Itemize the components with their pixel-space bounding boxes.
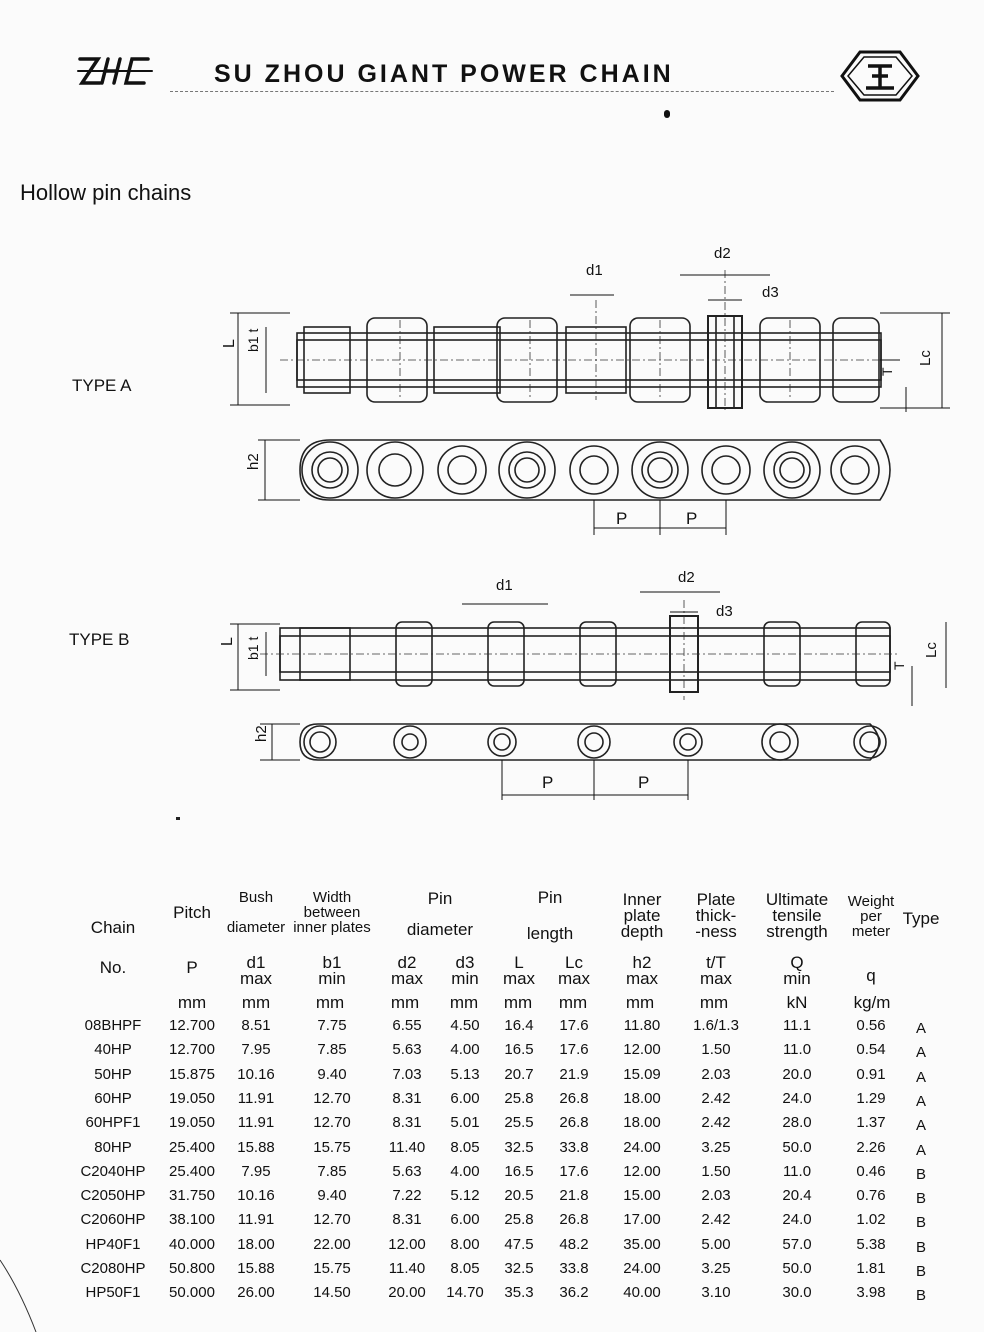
- cell-width-b1: 9.40: [317, 1187, 347, 1205]
- cell-thickness: 2.42: [701, 1211, 731, 1229]
- cell-chain-no: HP40F1: [85, 1235, 141, 1253]
- cell-pin-d3: 5.13: [450, 1065, 480, 1083]
- cell-type: B: [915, 1238, 927, 1256]
- dim-P1: P: [616, 509, 628, 528]
- cell-pitch: 31.750: [169, 1187, 215, 1205]
- cell-pin-L: 25.5: [504, 1114, 534, 1132]
- cell-plate-h2: 18.00: [623, 1089, 661, 1107]
- section-title: Hollow pin chains: [20, 180, 192, 205]
- cell-chain-no: 40HP: [94, 1041, 132, 1059]
- table-row: [0, 1211, 984, 1235]
- table-row: [0, 1284, 984, 1308]
- cell-strength-Q: 50.0: [782, 1138, 812, 1156]
- sym-L-max: max: [502, 969, 536, 988]
- dim-T: T: [891, 661, 907, 670]
- cell-pin-L: 32.5: [504, 1138, 534, 1156]
- cell-bush-d1: 7.95: [241, 1041, 271, 1059]
- cell-chain-no: HP50F1: [85, 1284, 141, 1302]
- cell-plate-h2: 18.00: [623, 1114, 661, 1132]
- cell-width-b1: 15.75: [313, 1260, 351, 1277]
- dim-P2: P: [638, 773, 650, 792]
- cell-width-b1: 12.70: [313, 1089, 351, 1107]
- cell-pin-d3: 4.00: [450, 1041, 480, 1059]
- cell-pitch: 25.400: [169, 1162, 215, 1180]
- cell-pin-d3: 6.00: [450, 1211, 480, 1229]
- cell-pin-Lc: 26.8: [559, 1211, 589, 1229]
- cell-pitch: 40.000: [169, 1235, 215, 1253]
- cell-pin-Lc: 36.2: [559, 1284, 589, 1302]
- cell-chain-no: C2040HP: [80, 1162, 146, 1180]
- dim-d1: d1: [586, 262, 603, 279]
- type-a-label: TYPE A: [72, 376, 132, 395]
- dim-T: T: [879, 367, 895, 376]
- cell-pin-d3: 8.05: [450, 1260, 480, 1277]
- table-row: [0, 1090, 984, 1114]
- cell-pin-d2: 8.31: [392, 1114, 422, 1132]
- table-row: [0, 1236, 984, 1260]
- dim-d2: d2: [678, 569, 695, 586]
- cell-pin-d3: 14.70: [446, 1284, 484, 1302]
- cell-pin-d2: 5.63: [392, 1041, 422, 1059]
- cell-thickness: 1.50: [701, 1041, 731, 1059]
- sym-Q: Q: [790, 953, 804, 972]
- cell-width-b1: 7.85: [317, 1162, 347, 1180]
- cell-weight-q: 2.26: [856, 1138, 886, 1156]
- cell-pitch: 50.000: [169, 1284, 215, 1302]
- unit-h2: mm: [625, 993, 655, 1012]
- speck-mark: [664, 110, 670, 118]
- cell-pin-Lc: 26.8: [559, 1114, 589, 1132]
- cell-thickness: 3.10: [701, 1284, 731, 1302]
- cell-width-b1: 12.70: [313, 1211, 351, 1229]
- col-width-2: between: [303, 904, 361, 921]
- cell-pin-L: 32.5: [504, 1260, 534, 1277]
- sym-q: q: [866, 966, 876, 985]
- cell-plate-h2: 15.00: [623, 1187, 661, 1205]
- cell-bush-d1: 10.16: [237, 1065, 275, 1083]
- cell-pin-d2: 11.40: [388, 1138, 426, 1156]
- col-width-3: inner plates: [293, 919, 371, 936]
- cell-chain-no: C2080HP: [80, 1260, 146, 1277]
- cell-weight-q: 1.81: [856, 1260, 886, 1277]
- col-weight-3: meter: [851, 923, 891, 940]
- cell-thickness: 2.42: [701, 1089, 731, 1107]
- cell-strength-Q: 11.0: [782, 1041, 812, 1059]
- type-b-top-view: [0, 565, 984, 705]
- col-inner-1: Inner: [622, 890, 662, 909]
- sym-d3-min: min: [451, 969, 479, 988]
- col-type: Type: [902, 909, 940, 928]
- cell-weight-q: 0.76: [856, 1187, 886, 1205]
- cell-chain-no: 80HP: [94, 1138, 132, 1156]
- sym-tT-max: max: [699, 969, 733, 988]
- sym-h2-max: max: [625, 969, 659, 988]
- cell-chain-no: 60HP: [94, 1089, 132, 1107]
- cell-weight-q: 0.46: [856, 1162, 886, 1180]
- sym-P: P: [186, 958, 198, 977]
- cell-chain-no: C2060HP: [80, 1211, 146, 1229]
- cell-thickness: 2.42: [701, 1114, 731, 1132]
- cell-width-b1: 22.00: [313, 1235, 351, 1253]
- cell-thickness: 2.03: [701, 1065, 731, 1083]
- cell-pin-d2: 5.63: [392, 1162, 422, 1180]
- col-width-1: Width: [312, 889, 352, 906]
- company-logo-right: [838, 48, 922, 109]
- dim-P1: P: [542, 773, 554, 792]
- col-ult-3: strength: [766, 922, 828, 941]
- col-plate-2: thick-: [695, 906, 737, 925]
- cell-pin-L: 16.5: [504, 1041, 534, 1059]
- cell-strength-Q: 20.4: [782, 1187, 812, 1205]
- col-inner-3: depth: [620, 922, 664, 941]
- cell-pin-Lc: 21.8: [559, 1187, 589, 1205]
- cell-bush-d1: 8.51: [241, 1017, 271, 1034]
- cell-strength-Q: 30.0: [782, 1284, 812, 1302]
- cell-weight-q: 3.98: [856, 1284, 886, 1302]
- unit-b1: mm: [315, 993, 345, 1012]
- cell-thickness: 1.50: [701, 1162, 731, 1180]
- cell-pin-Lc: 33.8: [559, 1260, 589, 1277]
- cell-pin-Lc: 21.9: [559, 1065, 589, 1083]
- cell-weight-q: 0.56: [856, 1017, 886, 1034]
- cell-pin-d3: 5.01: [450, 1114, 480, 1132]
- cell-type: B: [915, 1214, 927, 1232]
- cell-plate-h2: 11.80: [623, 1017, 661, 1034]
- cell-chain-no: 60HPF1: [85, 1114, 141, 1132]
- cell-pin-d2: 8.31: [392, 1211, 422, 1229]
- cell-pitch: 12.700: [169, 1017, 215, 1034]
- sym-Lc: Lc: [565, 953, 583, 972]
- cell-weight-q: 0.91: [856, 1065, 886, 1083]
- sym-d3: d3: [455, 953, 475, 972]
- cell-pitch: 25.400: [169, 1138, 215, 1156]
- cell-thickness: 3.25: [701, 1138, 731, 1156]
- cell-chain-no: C2050HP: [80, 1187, 146, 1205]
- cell-pitch: 12.700: [169, 1041, 215, 1059]
- cell-plate-h2: 12.00: [623, 1162, 661, 1180]
- cell-pin-L: 20.5: [504, 1187, 534, 1205]
- dim-d1: d1: [496, 577, 513, 594]
- cell-thickness: 2.03: [701, 1187, 731, 1205]
- cell-pitch: 19.050: [169, 1089, 215, 1107]
- cell-bush-d1: 15.88: [237, 1138, 275, 1156]
- cell-type: B: [915, 1287, 927, 1305]
- sym-d1: d1: [246, 953, 266, 972]
- sym-Q-min: min: [783, 969, 811, 988]
- type-b-side-view: [0, 705, 984, 805]
- type-b-label: TYPE B: [69, 630, 130, 649]
- cell-pin-Lc: 33.8: [559, 1138, 589, 1156]
- dim-Lc: Lc: [923, 642, 940, 658]
- cell-pin-L: 16.5: [504, 1162, 534, 1180]
- cell-pin-d2: 7.22: [392, 1187, 422, 1205]
- unit-L: mm: [503, 993, 533, 1012]
- cell-thickness: 1.6/1.3: [693, 1017, 739, 1034]
- cell-plate-h2: 24.00: [623, 1260, 661, 1277]
- cell-pin-d2: 11.40: [388, 1260, 426, 1277]
- scan-scratch: [0, 1250, 60, 1332]
- cell-pin-L: 47.5: [504, 1235, 534, 1253]
- cell-bush-d1: 18.00: [237, 1235, 275, 1253]
- dim-d3: d3: [716, 603, 733, 620]
- cell-pin-d3: 8.05: [450, 1138, 480, 1156]
- sym-b1: b1: [322, 953, 342, 972]
- sym-Lc-max: max: [557, 969, 591, 988]
- cell-chain-no: 08BHPF: [84, 1017, 142, 1034]
- cell-strength-Q: 50.0: [782, 1260, 812, 1277]
- cell-pin-Lc: 17.6: [559, 1041, 589, 1059]
- cell-type: A: [915, 1092, 927, 1110]
- unit-d3: mm: [449, 993, 479, 1012]
- cell-width-b1: 12.70: [313, 1114, 351, 1132]
- unit-d2: mm: [390, 993, 420, 1012]
- col-bush-2: diameter: [226, 919, 286, 936]
- sym-d2-max: max: [390, 969, 424, 988]
- sym-tT: t/T: [706, 953, 726, 972]
- cell-type: A: [915, 1020, 927, 1037]
- cell-type: A: [915, 1068, 927, 1086]
- cell-bush-d1: 15.88: [237, 1260, 275, 1277]
- col-bush-1: Bush: [238, 889, 274, 906]
- dim-d3: d3: [762, 284, 779, 301]
- cell-pin-d2: 8.31: [392, 1089, 422, 1107]
- sym-b1-min: min: [318, 969, 346, 988]
- cell-strength-Q: 11.1: [782, 1017, 812, 1034]
- unit-Q: kN: [786, 993, 808, 1012]
- dim-L: L: [221, 339, 238, 348]
- dim-b1t: b1 t: [245, 636, 261, 660]
- sym-d1-max: max: [239, 969, 273, 988]
- table-row: [0, 1041, 984, 1065]
- cell-width-b1: 14.50: [313, 1284, 351, 1302]
- cell-pin-Lc: 17.6: [559, 1017, 589, 1034]
- unit-Lc: mm: [558, 993, 588, 1012]
- col-inner-2: plate: [623, 906, 661, 925]
- dim-Lc: Lc: [917, 350, 934, 366]
- cell-pitch: 19.050: [169, 1114, 215, 1132]
- col-weight-2: per: [860, 908, 882, 925]
- cell-pin-Lc: 26.8: [559, 1089, 589, 1107]
- sym-L: L: [514, 953, 524, 972]
- cell-pitch: 15.875: [169, 1065, 215, 1083]
- cell-width-b1: 9.40: [317, 1065, 347, 1083]
- sym-chain-no: No.: [99, 958, 127, 977]
- table-row: [0, 1114, 984, 1138]
- col-pin-dia-2: diameter: [406, 920, 474, 939]
- table-row: [0, 1260, 984, 1284]
- cell-pin-L: 25.8: [504, 1089, 534, 1107]
- cell-pin-L: 25.8: [504, 1211, 534, 1229]
- dim-P2: P: [686, 509, 698, 528]
- cell-pin-d3: 4.00: [450, 1162, 480, 1180]
- cell-type: A: [915, 1044, 927, 1062]
- cell-plate-h2: 15.09: [623, 1065, 661, 1083]
- cell-plate-h2: 17.00: [623, 1211, 661, 1229]
- cell-bush-d1: 10.16: [237, 1187, 275, 1205]
- col-plate-1: Plate: [696, 890, 736, 909]
- table-row: [0, 1163, 984, 1187]
- cell-pin-d3: 6.00: [450, 1089, 480, 1107]
- cell-type: A: [915, 1117, 927, 1135]
- cell-thickness: 3.25: [701, 1260, 731, 1277]
- cell-pin-L: 20.7: [504, 1065, 534, 1083]
- sym-d2: d2: [397, 953, 417, 972]
- cell-type: B: [915, 1190, 927, 1208]
- col-ult-1: Ultimate: [765, 890, 829, 909]
- header-divider: [170, 91, 834, 92]
- cell-pin-Lc: 48.2: [559, 1235, 589, 1253]
- dim-h2: h2: [245, 453, 262, 470]
- cell-pin-d2: 20.00: [388, 1284, 426, 1302]
- cell-pitch: 50.800: [169, 1260, 215, 1277]
- cell-strength-Q: 28.0: [782, 1114, 812, 1132]
- dim-b1t: b1 t: [245, 328, 261, 352]
- unit-d1: mm: [241, 993, 271, 1012]
- cell-width-b1: 7.85: [317, 1041, 347, 1059]
- table-row: [0, 1017, 984, 1041]
- cell-plate-h2: 35.00: [623, 1235, 661, 1253]
- sym-h2: h2: [632, 953, 652, 972]
- cell-pitch: 38.100: [169, 1211, 215, 1229]
- cell-pin-d3: 5.12: [450, 1187, 480, 1205]
- table-row: [0, 1066, 984, 1090]
- col-pin-dia-1: Pin: [427, 889, 453, 908]
- dim-h2: h2: [253, 725, 270, 742]
- col-pitch: Pitch: [173, 903, 211, 922]
- dim-d2: d2: [714, 245, 731, 262]
- cell-type: B: [915, 1165, 927, 1183]
- table-row: [0, 1187, 984, 1211]
- cell-pin-d3: 4.50: [450, 1017, 480, 1034]
- cell-plate-h2: 12.00: [623, 1041, 661, 1059]
- cell-width-b1: 15.75: [313, 1138, 351, 1156]
- cell-width-b1: 7.75: [317, 1017, 347, 1034]
- cell-bush-d1: 26.00: [237, 1284, 275, 1302]
- cell-bush-d1: 7.95: [241, 1162, 271, 1180]
- cell-strength-Q: 11.0: [782, 1162, 812, 1180]
- cell-thickness: 5.00: [701, 1235, 731, 1253]
- cell-strength-Q: 57.0: [782, 1235, 812, 1253]
- cell-chain-no: 50HP: [94, 1065, 132, 1083]
- cell-weight-q: 1.29: [856, 1089, 886, 1107]
- cell-strength-Q: 24.0: [782, 1211, 812, 1229]
- cell-weight-q: 1.37: [856, 1114, 886, 1132]
- cell-weight-q: 0.54: [856, 1041, 886, 1059]
- type-a-side-view: [0, 425, 984, 540]
- unit-P: mm: [177, 993, 207, 1012]
- company-name: SU ZHOU GIANT POWER CHAIN: [214, 60, 674, 88]
- cell-bush-d1: 11.91: [237, 1089, 275, 1107]
- cell-plate-h2: 40.00: [623, 1284, 661, 1302]
- col-pin-len-1: Pin: [537, 888, 563, 907]
- cell-weight-q: 1.02: [856, 1211, 886, 1229]
- col-weight-1: Weight: [847, 893, 895, 910]
- cell-plate-h2: 24.00: [623, 1138, 661, 1156]
- cell-weight-q: 5.38: [856, 1235, 886, 1253]
- cell-bush-d1: 11.91: [237, 1211, 275, 1229]
- cell-pin-d2: 7.03: [392, 1065, 422, 1083]
- unit-tT: mm: [699, 993, 729, 1012]
- col-chain: Chain: [90, 918, 136, 937]
- unit-q: kg/m: [853, 993, 891, 1012]
- cell-pin-L: 16.4: [504, 1017, 534, 1034]
- cell-pin-d2: 12.00: [388, 1235, 426, 1253]
- cell-pin-L: 35.3: [504, 1284, 534, 1302]
- col-ult-2: tensile: [772, 906, 822, 925]
- cell-type: B: [915, 1263, 927, 1280]
- dim-L: L: [219, 637, 236, 646]
- cell-pin-d3: 8.00: [450, 1235, 480, 1253]
- cell-strength-Q: 20.0: [782, 1065, 812, 1083]
- col-plate-3: -ness: [695, 922, 737, 941]
- table-row: [0, 1139, 984, 1163]
- col-pin-len-2: length: [526, 924, 574, 943]
- cell-pin-Lc: 17.6: [559, 1162, 589, 1180]
- cell-strength-Q: 24.0: [782, 1089, 812, 1107]
- cell-type: A: [915, 1141, 927, 1159]
- type-a-top-view: [0, 240, 984, 420]
- cell-pin-d2: 6.55: [392, 1017, 422, 1034]
- company-logo-left: [76, 55, 156, 92]
- speck-mark-2: [176, 817, 180, 820]
- cell-bush-d1: 11.91: [237, 1114, 275, 1132]
